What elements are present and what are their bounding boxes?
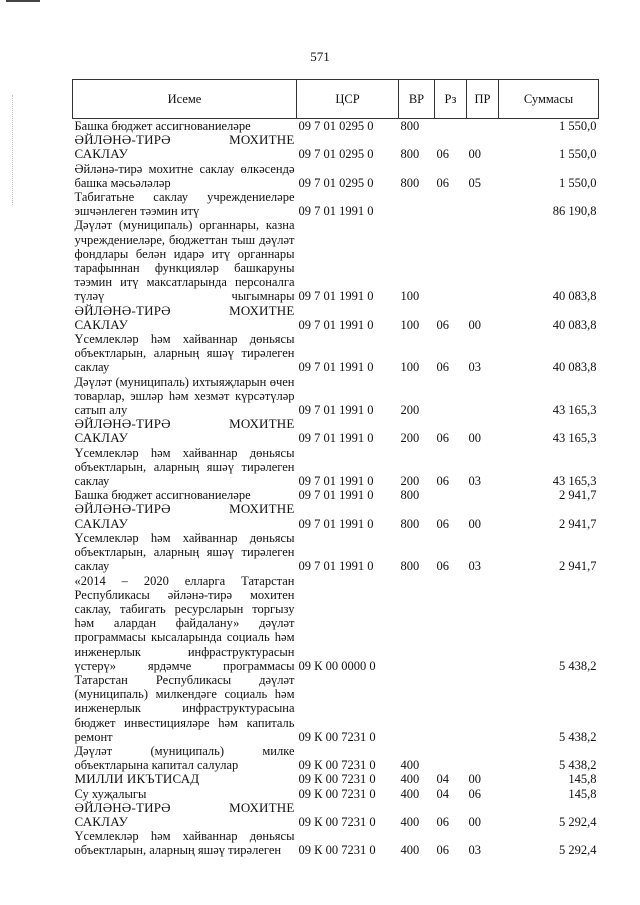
cell-vr: 400: [400, 843, 420, 858]
cell-rz: 06: [436, 474, 449, 489]
table-row: [73, 218, 599, 303]
cell-rz: [435, 218, 467, 303]
cell-sum: 40 083,8: [552, 289, 597, 304]
cell-sum: 2 941,7: [559, 488, 597, 503]
cell-name: Дәүләт (муниципаль) ихтыяҗларын өчен товарлар, эшләр һәм хезмәт күрсәтүләр сатып алу: [74, 374, 295, 418]
cell-name: ӘЙЛӘНӘ-ТИРӘ МОХИТНЕ САКЛАУ: [74, 501, 295, 531]
cell-rz: 06: [436, 814, 449, 829]
table-row: [73, 574, 599, 673]
table-row: [73, 772, 599, 786]
cell-vr: [399, 574, 435, 673]
cell-sum: 43 165,3: [552, 474, 597, 489]
table-row: [73, 332, 599, 375]
cell-rz: [435, 119, 467, 134]
cell-pr: [467, 375, 499, 418]
cell-csr: 09 К 00 7231 0: [298, 758, 376, 773]
cell-sum: 2 941,7: [559, 559, 597, 574]
column-header-sum: Суммасы: [499, 80, 599, 119]
cell-csr: 09 К 00 7231 0: [298, 814, 376, 829]
cell-csr: 09 7 01 0295 0: [298, 147, 374, 162]
cell-rz: 06: [436, 147, 449, 162]
table-row: [73, 502, 599, 530]
table-row: [73, 673, 599, 744]
cell-sum: 40 083,8: [552, 360, 597, 375]
table-row: [73, 787, 599, 801]
table-row: [73, 488, 599, 502]
budget-table: [72, 79, 599, 858]
cell-name: Үсемлекләр һәм хайваннар дөньясы объектларын, аларның яшәү тирәлеген: [74, 829, 295, 858]
cell-sum: 5 292,4: [559, 843, 597, 858]
cell-vr: 200: [400, 403, 420, 418]
column-header-rz: Рз: [435, 80, 467, 119]
cell-vr: 800: [400, 119, 420, 133]
cell-pr: 00: [468, 516, 481, 531]
cell-name: ӘЙЛӘНӘ-ТИРӘ МОХИТНЕ САКЛАУ: [74, 302, 295, 332]
cell-csr: 09 К 00 7231 0: [298, 772, 376, 787]
cell-vr: 800: [400, 147, 420, 162]
cell-csr: 09 К 00 7231 0: [298, 786, 376, 801]
table-row: [73, 801, 599, 829]
column-header-csr: ЦСР: [297, 80, 399, 119]
table-row: [73, 446, 599, 489]
cell-vr: 800: [400, 559, 420, 574]
cell-name: Су хуҗалыгы: [74, 786, 147, 801]
cell-pr: [467, 119, 499, 134]
table-row: [73, 133, 599, 161]
cell-rz: [435, 190, 467, 218]
cell-csr: 09 7 01 0295 0: [298, 175, 374, 190]
scan-margin-dots: [12, 95, 13, 205]
table-row: [73, 531, 599, 574]
cell-rz: 06: [436, 559, 449, 574]
cell-pr: 03: [468, 843, 481, 858]
column-header-name: Исеме: [73, 80, 297, 119]
cell-pr: [467, 218, 499, 303]
page-number: 571: [310, 49, 330, 64]
cell-vr: 800: [400, 516, 420, 531]
cell-csr: 09 7 01 1991 0: [298, 403, 374, 418]
cell-csr: 09 7 01 1991 0: [298, 559, 374, 574]
cell-csr: 09 7 01 0295 0: [298, 119, 374, 133]
cell-csr: 09 7 01 1991 0: [298, 474, 374, 489]
cell-vr: 400: [400, 758, 420, 773]
cell-rz: [435, 574, 467, 673]
cell-name: ӘЙЛӘНӘ-ТИРӘ МОХИТНЕ САКЛАУ: [74, 416, 295, 446]
cell-rz: 04: [436, 786, 449, 801]
cell-pr: 00: [468, 147, 481, 162]
cell-name: Үсемлекләр һәм хайваннар дөньясы объектларын, аларның яшәү тирәлеген саклау: [74, 445, 295, 489]
cell-rz: 06: [436, 431, 449, 446]
cell-pr: 03: [468, 474, 481, 489]
cell-name: Үсемлекләр һәм хайваннар дөньясы объектларын, аларның яшәү тирәлеген саклау: [74, 332, 295, 375]
cell-sum: 43 165,3: [552, 431, 597, 446]
cell-sum: 145,8: [568, 786, 597, 801]
cell-name: Татарстан Республикасы дәүләт (муниципаль) милкендәге социаль һәм инженерлык инфраструктурасына бюджет инвестицияләре һәм капиталь ремонт: [74, 672, 295, 744]
cell-rz: 06: [436, 360, 449, 375]
cell-vr: 400: [400, 814, 420, 829]
cell-csr: 09 7 01 1991 0: [298, 431, 374, 446]
cell-csr: 09 7 01 1991 0: [298, 317, 374, 332]
cell-name: Табигатьне саклау учреждениеләре эшчәнлеген тәэмин итү: [74, 190, 295, 219]
column-header-pr: ПР: [467, 80, 499, 119]
cell-rz: [435, 673, 467, 744]
cell-sum: 5 438,2: [559, 658, 597, 673]
cell-sum: 2 941,7: [559, 516, 597, 531]
cell-vr: 100: [400, 317, 420, 332]
cell-vr: 400: [400, 772, 420, 787]
table-row: [73, 417, 599, 445]
cell-vr: 100: [400, 360, 420, 375]
cell-pr: 03: [468, 360, 481, 375]
cell-sum: 43 165,3: [552, 403, 597, 418]
cell-name: МИЛЛИ ИКЪТИСАД: [74, 771, 200, 787]
cell-sum: 5 438,2: [559, 729, 597, 744]
cell-vr: 800: [400, 175, 420, 190]
cell-csr: 09 К 00 7231 0: [298, 843, 376, 858]
cell-name: Дәүләт (муниципаль) милке объектларына капитал салулар: [74, 743, 295, 773]
table-row: [73, 744, 599, 772]
cell-pr: 00: [468, 431, 481, 446]
cell-name: Әйләнә-тирә мохитне саклау өлкәсендә башка мәсьәләләр: [74, 161, 295, 190]
cell-pr: 00: [468, 814, 481, 829]
cell-csr: 09 7 01 1991 0: [298, 516, 374, 531]
cell-pr: 03: [468, 559, 481, 574]
cell-vr: [399, 673, 435, 744]
cell-vr: 400: [400, 786, 420, 801]
cell-pr: [467, 488, 499, 502]
column-header-vr: ВР: [399, 80, 435, 119]
cell-vr: 200: [400, 474, 420, 489]
table-header-row: [73, 80, 599, 119]
cell-rz: 06: [436, 317, 449, 332]
table-row: [73, 829, 599, 857]
cell-pr: [467, 190, 499, 218]
table-body: [73, 119, 599, 858]
cell-csr: 09 7 01 1991 0: [298, 488, 374, 503]
table-row: [73, 304, 599, 332]
cell-vr: 800: [400, 488, 420, 503]
cell-csr: 09 К 00 7231 0: [298, 729, 376, 744]
cell-rz: [435, 744, 467, 772]
cell-rz: 06: [436, 516, 449, 531]
cell-rz: 06: [436, 175, 449, 190]
cell-name: Үсемлекләр һәм хайваннар дөньясы объектларын, аларның яшәү тирәлеген саклау: [74, 530, 295, 574]
cell-pr: [467, 744, 499, 772]
cell-sum: 86 190,8: [552, 204, 597, 219]
cell-rz: [435, 488, 467, 502]
cell-pr: 00: [468, 317, 481, 332]
cell-vr: 200: [400, 431, 420, 446]
cell-csr: 09 7 01 1991 0: [298, 289, 374, 304]
cell-name: Башка бюджет ассигнованиеләре: [74, 119, 251, 133]
cell-sum: 1 550,0: [559, 175, 597, 190]
cell-sum: 1 550,0: [559, 119, 597, 133]
cell-sum: 145,8: [568, 772, 597, 787]
cell-pr: 05: [468, 175, 481, 190]
cell-name: ӘЙЛӘНӘ-ТИРӘ МОХИТНЕ САКЛАУ: [74, 799, 295, 829]
cell-vr: 100: [400, 289, 420, 304]
cell-pr: 06: [468, 786, 481, 801]
cell-rz: [435, 375, 467, 418]
cell-pr: [467, 673, 499, 744]
cell-sum: 5 292,4: [559, 814, 597, 829]
cell-csr: 09 7 01 1991 0: [298, 360, 374, 375]
scan-corner-mark: [6, 0, 40, 2]
table-row: [73, 119, 599, 134]
table-row: [73, 375, 599, 418]
cell-sum: 40 083,8: [552, 317, 597, 332]
cell-name: ӘЙЛӘНӘ-ТИРӘ МОХИТНЕ САКЛАУ: [74, 132, 295, 162]
cell-name: Башка бюджет ассигнованиеләре: [74, 488, 251, 503]
table-row: [73, 162, 599, 190]
cell-rz: 04: [436, 772, 449, 787]
cell-pr: [467, 574, 499, 673]
cell-sum: 1 550,0: [559, 147, 597, 162]
table-row: [73, 190, 599, 218]
cell-csr: 09 7 01 1991 0: [298, 204, 374, 219]
cell-csr: 09 К 00 0000 0: [298, 658, 376, 673]
cell-name: «2014 – 2020 елларга Татарстан Республикасы әйләнә-тирә мохитен саклау, табигать ресурсларын торгызу һәм алардан файдалану» дәүләт программасы кысаларында социаль һәм инженерлык инфраструктурасын үстерү» ярдәмче программасы: [74, 573, 295, 673]
cell-sum: 5 438,2: [559, 758, 597, 773]
cell-pr: 00: [468, 772, 481, 787]
cell-name: Дәүләт (муниципаль) органнары, казна учреждениеләре, бюджеттан тыш дәүләт фондлары белән идарә итү органнары тарафыннан функцияләр башкаруны тәэмин итү максатларында персоналга түләү чыгымнары: [74, 218, 295, 304]
cell-rz: 06: [436, 843, 449, 858]
cell-vr: [399, 190, 435, 218]
